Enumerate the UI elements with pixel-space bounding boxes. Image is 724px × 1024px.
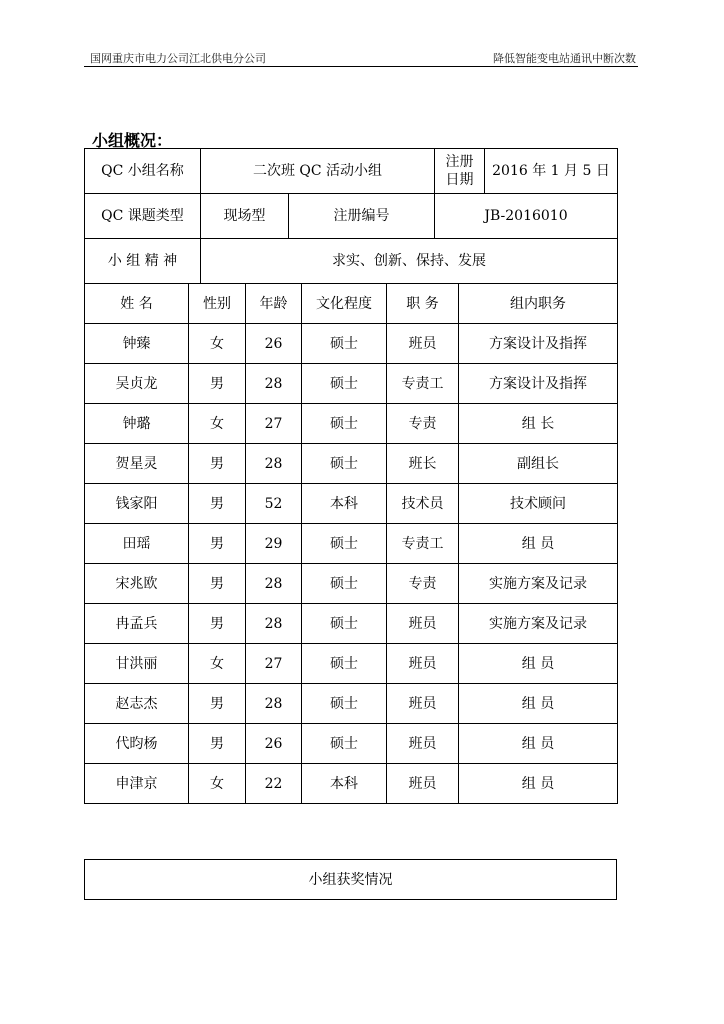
group-info-table bbox=[84, 148, 618, 284]
member-group-role: 组 员 bbox=[459, 764, 618, 804]
member-age: 29 bbox=[246, 524, 302, 564]
member-education: 硕士 bbox=[302, 604, 387, 644]
awards-table bbox=[84, 859, 617, 900]
member-name: 钱家阳 bbox=[85, 484, 189, 524]
member-gender: 男 bbox=[189, 684, 246, 724]
member-group-role: 组 员 bbox=[459, 524, 618, 564]
section-title: 小组概况： bbox=[92, 131, 173, 150]
table-row bbox=[85, 604, 618, 644]
awards-title-row bbox=[85, 860, 617, 900]
member-position: 专责 bbox=[387, 404, 459, 444]
member-position: 班员 bbox=[387, 324, 459, 364]
header-left-text: 国网重庆市电力公司江北供电分公司 bbox=[90, 52, 266, 65]
reg-date-label-line2: 日期 bbox=[445, 172, 474, 188]
member-name: 冉孟兵 bbox=[85, 604, 189, 644]
spirit-label: 小 组 精 神 bbox=[85, 239, 201, 284]
member-group-role: 组 员 bbox=[459, 644, 618, 684]
member-age: 52 bbox=[246, 484, 302, 524]
member-education: 本科 bbox=[302, 764, 387, 804]
member-age: 28 bbox=[246, 444, 302, 484]
table-row bbox=[85, 564, 618, 604]
member-position: 班员 bbox=[387, 684, 459, 724]
member-group-role: 技术顾问 bbox=[459, 484, 618, 524]
member-gender: 男 bbox=[189, 564, 246, 604]
table-row bbox=[85, 324, 618, 364]
table-row bbox=[85, 724, 618, 764]
member-name: 赵志杰 bbox=[85, 684, 189, 724]
member-age: 22 bbox=[246, 764, 302, 804]
col-header-group-role: 组内职务 bbox=[459, 284, 618, 324]
member-education: 硕士 bbox=[302, 684, 387, 724]
group-name-label: QC 小组名称 bbox=[85, 149, 201, 194]
member-name: 甘洪丽 bbox=[85, 644, 189, 684]
member-gender: 男 bbox=[189, 484, 246, 524]
member-age: 26 bbox=[246, 724, 302, 764]
info-row-topic bbox=[85, 194, 618, 239]
reg-no-value: JB-2016010 bbox=[435, 194, 618, 239]
member-age: 28 bbox=[246, 684, 302, 724]
table-row bbox=[85, 364, 618, 404]
member-position: 专责 bbox=[387, 564, 459, 604]
members-header-row bbox=[85, 284, 618, 324]
info-row-name bbox=[85, 149, 618, 194]
table-row bbox=[85, 684, 618, 724]
member-gender: 男 bbox=[189, 524, 246, 564]
member-name: 代昀杨 bbox=[85, 724, 189, 764]
member-group-role: 组 员 bbox=[459, 684, 618, 724]
member-education: 本科 bbox=[302, 484, 387, 524]
member-position: 班长 bbox=[387, 444, 459, 484]
member-age: 28 bbox=[246, 364, 302, 404]
member-age: 28 bbox=[246, 604, 302, 644]
member-group-role: 方案设计及指挥 bbox=[459, 364, 618, 404]
member-education: 硕士 bbox=[302, 524, 387, 564]
member-position: 班员 bbox=[387, 604, 459, 644]
topic-type-label: QC 课题类型 bbox=[85, 194, 201, 239]
member-age: 28 bbox=[246, 564, 302, 604]
reg-no-label: 注册编号 bbox=[289, 194, 435, 239]
member-gender: 男 bbox=[189, 444, 246, 484]
member-gender: 男 bbox=[189, 604, 246, 644]
member-gender: 女 bbox=[189, 324, 246, 364]
member-position: 班员 bbox=[387, 764, 459, 804]
member-gender: 女 bbox=[189, 404, 246, 444]
header-right-text: 降低智能变电站通讯中断次数 bbox=[493, 52, 636, 65]
table-row bbox=[85, 484, 618, 524]
awards-title: 小组获奖情况 bbox=[85, 860, 617, 900]
info-row-spirit bbox=[85, 239, 618, 284]
table-row bbox=[85, 524, 618, 564]
member-name: 吴贞龙 bbox=[85, 364, 189, 404]
reg-date-label-line1: 注册 bbox=[445, 154, 474, 170]
table-row bbox=[85, 444, 618, 484]
member-position: 专责工 bbox=[387, 524, 459, 564]
member-gender: 女 bbox=[189, 764, 246, 804]
reg-date-label bbox=[435, 149, 485, 194]
member-age: 27 bbox=[246, 644, 302, 684]
table-row bbox=[85, 404, 618, 444]
member-gender: 女 bbox=[189, 644, 246, 684]
member-position: 班员 bbox=[387, 644, 459, 684]
member-name: 钟臻 bbox=[85, 324, 189, 364]
col-header-name: 姓 名 bbox=[85, 284, 189, 324]
table-row bbox=[85, 764, 618, 804]
member-age: 27 bbox=[246, 404, 302, 444]
member-position: 专责工 bbox=[387, 364, 459, 404]
member-group-role: 方案设计及指挥 bbox=[459, 324, 618, 364]
member-name: 贺星灵 bbox=[85, 444, 189, 484]
topic-type-value: 现场型 bbox=[201, 194, 289, 239]
member-name: 申津京 bbox=[85, 764, 189, 804]
members-table bbox=[84, 283, 618, 804]
member-education: 硕士 bbox=[302, 364, 387, 404]
members-body bbox=[85, 324, 618, 804]
col-header-age: 年龄 bbox=[246, 284, 302, 324]
col-header-education: 文化程度 bbox=[302, 284, 387, 324]
member-education: 硕士 bbox=[302, 724, 387, 764]
member-group-role: 实施方案及记录 bbox=[459, 564, 618, 604]
member-education: 硕士 bbox=[302, 324, 387, 364]
member-name: 宋兆欧 bbox=[85, 564, 189, 604]
member-position: 班员 bbox=[387, 724, 459, 764]
header-divider bbox=[84, 66, 638, 67]
member-education: 硕士 bbox=[302, 564, 387, 604]
reg-date-value: 2016 年 1 月 5 日 bbox=[485, 149, 618, 194]
member-group-role: 实施方案及记录 bbox=[459, 604, 618, 644]
spirit-value: 求实、创新、保持、发展 bbox=[201, 239, 618, 284]
member-gender: 男 bbox=[189, 364, 246, 404]
col-header-gender: 性别 bbox=[189, 284, 246, 324]
col-header-position: 职 务 bbox=[387, 284, 459, 324]
member-education: 硕士 bbox=[302, 444, 387, 484]
member-group-role: 组 长 bbox=[459, 404, 618, 444]
group-name-value: 二次班 QC 活动小组 bbox=[201, 149, 435, 194]
member-education: 硕士 bbox=[302, 404, 387, 444]
member-position: 技术员 bbox=[387, 484, 459, 524]
member-group-role: 副组长 bbox=[459, 444, 618, 484]
member-education: 硕士 bbox=[302, 644, 387, 684]
member-gender: 男 bbox=[189, 724, 246, 764]
member-age: 26 bbox=[246, 324, 302, 364]
member-name: 钟璐 bbox=[85, 404, 189, 444]
member-group-role: 组 员 bbox=[459, 724, 618, 764]
table-row bbox=[85, 644, 618, 684]
member-name: 田瑶 bbox=[85, 524, 189, 564]
